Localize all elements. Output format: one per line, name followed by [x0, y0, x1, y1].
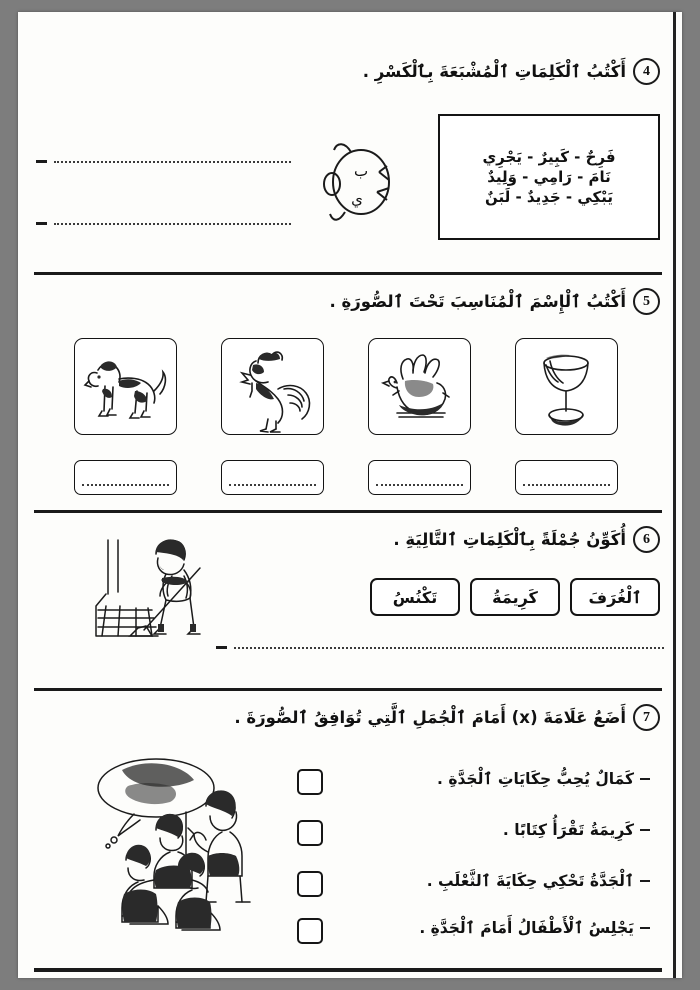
picture-card-glass — [515, 338, 618, 435]
section-divider — [34, 272, 662, 275]
line-dash — [36, 160, 47, 163]
exercise-4-word-bank — [438, 114, 660, 240]
exercise-4-answer-line-1[interactable] — [36, 160, 291, 163]
word-bank-line: يَبْكِي - جَدِيدٌ - لَبَنٌ — [484, 188, 614, 206]
option-text: كَمَالٌ يُحِبُّ حِكَايَاتِ ٱلْجَدَّةِ . — [437, 770, 634, 788]
circle-face-doodle — [321, 136, 393, 228]
exercise-5-number: 5 — [633, 288, 660, 315]
glass-icon — [516, 339, 617, 434]
option-4 — [419, 919, 650, 937]
exercise-5-instruction: أَكْتُبُ ٱلْإِسْمَ ٱلْمُنَاسِبَ تَحْتَ ٱلصُّورَةِ . — [329, 292, 626, 311]
option-dash — [640, 880, 650, 883]
exercise-7-instruction: أَضَعُ عَلَامَةَ (x) أَمَامَ ٱلْجُمَلِ ٱلَّتِي تُوَافِقُ ٱلصُّورَةَ . — [234, 708, 626, 727]
option-text: يَجْلِسُ ٱلْأَطْفَالُ أَمَامَ ٱلْجَدَّةِ . — [419, 919, 634, 937]
girl-sweeping-icon — [88, 532, 238, 644]
exercise-4-answer-line-2[interactable] — [36, 222, 291, 225]
exercise-6-header — [393, 526, 660, 553]
section-divider — [34, 688, 662, 691]
exercise-6-instruction: أُكَوِّنُ جُمْلَةً بِٱلْكَلِمَاتِ ٱلتَّالِيَةِ . — [393, 530, 626, 549]
option-2 — [503, 821, 650, 839]
sheet-content — [26, 20, 668, 974]
word-card-1 — [570, 578, 660, 616]
picture-card-hen — [368, 338, 471, 435]
dotted-line — [376, 484, 463, 486]
checkbox-option-1[interactable] — [297, 769, 323, 795]
word-card-text: كَرِيمَةُ — [492, 587, 538, 607]
exercise-6-answer-line[interactable] — [216, 646, 664, 649]
dotted-line — [229, 484, 316, 486]
dotted-line[interactable] — [54, 161, 291, 163]
word-bank-line: نَامَ - رَامِي - وَلِيدٌ — [487, 168, 611, 186]
answer-box-4[interactable] — [515, 460, 618, 495]
dotted-line — [523, 484, 610, 486]
exercise-5-header — [330, 288, 660, 315]
word-card-text: ٱلْغُرَفَ — [588, 587, 642, 607]
exercise-4-instruction: أَكْتُبُ ٱلْكَلِمَاتِ ٱلْمُشْبَعَةَ بِٱلْكَسْرِ . — [362, 62, 626, 81]
word-card-3 — [370, 578, 460, 616]
option-1 — [437, 770, 650, 788]
dotted-line[interactable] — [234, 647, 664, 649]
option-text: ٱلْجَدَّةُ تَحْكِي حِكَايَةَ ٱلثَّعْلَبِ . — [426, 872, 634, 890]
svg-text:ي: ي — [351, 190, 363, 208]
exercise-6-number: 6 — [633, 526, 660, 553]
answer-box-1[interactable] — [74, 460, 177, 495]
checkbox-option-3[interactable] — [297, 871, 323, 897]
grandmother-storytelling-icon — [82, 756, 282, 942]
exercise-4-number: 4 — [633, 58, 660, 85]
word-card-2 — [470, 578, 560, 616]
checkbox-option-2[interactable] — [297, 820, 323, 846]
word-card-text: تَكْنُسُ — [392, 587, 438, 607]
line-dash — [36, 222, 47, 225]
option-dash — [640, 778, 650, 781]
exercise-4-header — [363, 58, 660, 85]
hen-icon — [369, 339, 470, 434]
section-divider — [34, 510, 662, 513]
dotted-line — [82, 484, 169, 486]
option-dash — [640, 829, 650, 832]
checkbox-option-4[interactable] — [297, 918, 323, 944]
option-dash — [640, 927, 650, 930]
answer-box-3[interactable] — [368, 460, 471, 495]
option-3 — [427, 872, 650, 890]
picture-card-rooster — [221, 338, 324, 435]
option-text: كَرِيمَةُ تَقْرَأُ كِتَابًا . — [502, 821, 634, 839]
paper-sheet — [18, 12, 682, 978]
dog-icon — [75, 339, 176, 434]
picture-card-dog — [74, 338, 177, 435]
exercise-7-number: 7 — [633, 704, 660, 731]
bottom-divider — [34, 968, 662, 972]
answer-box-2[interactable] — [221, 460, 324, 495]
rooster-icon — [222, 339, 323, 434]
exercise-7-header — [234, 704, 660, 731]
dotted-line[interactable] — [54, 223, 291, 225]
word-bank-line: فَرِحٌ - كَبِيرٌ - يَجْرِي — [482, 148, 616, 166]
line-dash — [216, 646, 227, 649]
svg-text:ب: ب — [353, 162, 369, 180]
